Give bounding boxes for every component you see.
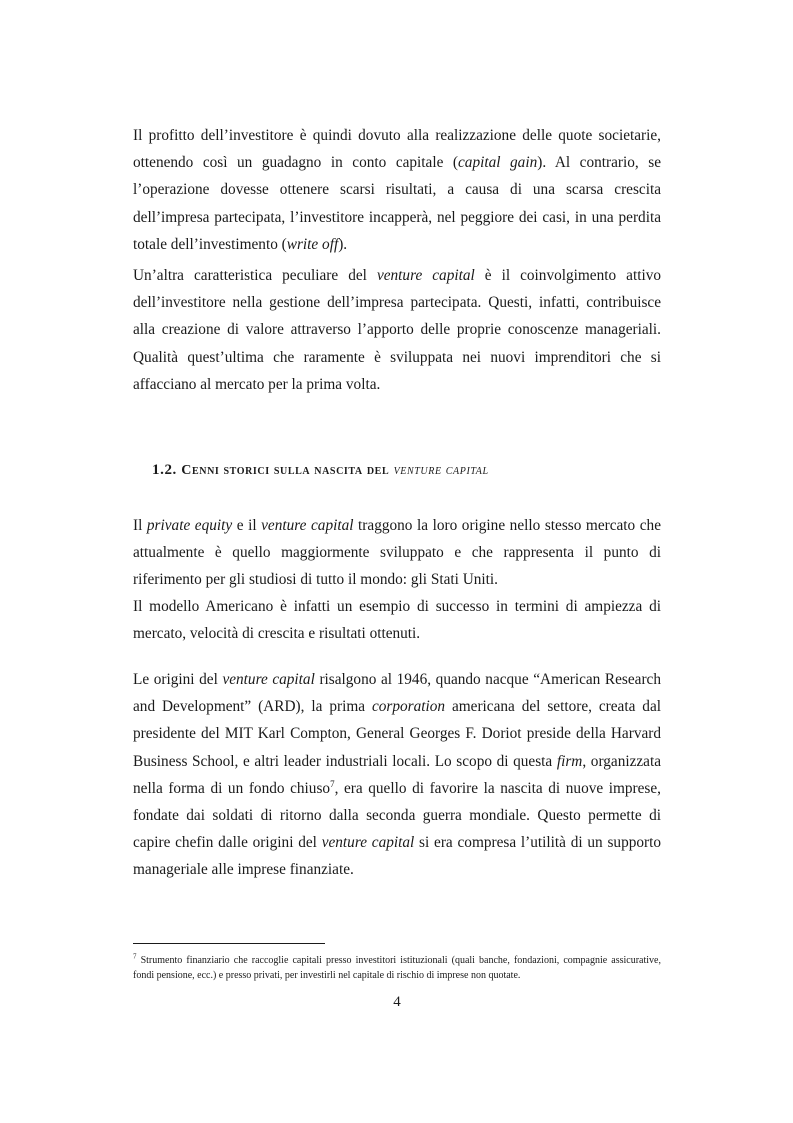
- section-title: Cenni storici sulla nascita del: [181, 463, 390, 478]
- italic-term: firm: [556, 752, 583, 770]
- text-run: Un’altra caratteristica peculiare del: [133, 267, 377, 284]
- text-run: americana del settore, creata dal presidente del MIT Karl Compton, General Georges F. Doriot preside della Harvard Business School, e altri leader industriali locali. Lo scopo di questa: [133, 698, 661, 770]
- italic-term: capital gain: [458, 154, 538, 172]
- italic-term: venture capital: [321, 834, 415, 852]
- text-run: , era quello di favorire la nascita di nuove imprese, fondate dai soldati di ritorno dalla seconda guerra mondiale. Questo permette di capire chefin dalle origini del: [133, 779, 661, 852]
- text-run: è il coinvolgimento attivo dell’investitore nella gestione dell’impresa partecipata. Questi, infatti, contribuisce alla creazione di valore attraverso l’apporto delle proprie conoscenze manageriali. Qualità quest’ultima che raramente è sviluppata nei nuovi imprenditori che si affacciano al mercato per la prima volta.: [133, 267, 661, 393]
- italic-term: corporation: [371, 698, 446, 716]
- text-run: traggono la loro origine nello stesso mercato che attualmente è quello maggiormente sviluppato e che rappresenta il punto di riferimento per gli studiosi di tutto il mondo: gli Stati Uniti.: [133, 517, 661, 589]
- section-heading: [152, 462, 489, 479]
- text-run: si era compresa l’utilità di un supporto manageriale alle imprese finanziate.: [133, 834, 662, 879]
- footnote-text: Strumento finanziario che raccoglie capitali presso investitori istituzionali (quali banche, fondazioni, compagnie assicurative, fondi pensione, ecc.) e presso privati, per investirli nel capitale di rischio di imprese non quotate.: [133, 955, 661, 981]
- paragraph-ard-history: [133, 666, 661, 884]
- text-run: ).: [338, 235, 348, 253]
- text-run: Il profitto dell’investitore è quindi dovuto alla realizzazione delle quote societarie, ottenendo così un guadagno in conto capitale (: [133, 127, 661, 172]
- footnote-number: 7: [133, 952, 137, 961]
- italic-term: venture capital: [376, 267, 475, 284]
- page-number: 4: [393, 994, 401, 1010]
- paragraph-origins: [133, 512, 661, 594]
- section-number: 1.2.: [152, 462, 177, 478]
- paragraph-active-involvement: [133, 262, 661, 398]
- text-run: Le origini del: [133, 671, 223, 688]
- text-run: ). Al contrario, se l’operazione dovesse ottenere scarsi risultati, a causa di una scarsa crescita dell’impresa partecipata, l’investitore incapperà, nel peggiore dei casi, in una perdita totale dell’investimento (: [133, 154, 661, 253]
- footnote-separator: [133, 943, 325, 944]
- paragraph-american-model: [133, 593, 661, 647]
- italic-term: write off: [286, 235, 339, 253]
- footnote-reference: 7: [330, 778, 335, 789]
- footnote: [133, 953, 661, 983]
- text-run: Il modello Americano è infatti un esempio di successo in termini di ampiezza di mercato, velocità di crescita e risultati ottenuti.: [133, 598, 661, 643]
- italic-term: private equity: [146, 517, 233, 534]
- section-title-italic: venture capital: [393, 463, 489, 478]
- text-run: Il: [133, 517, 147, 534]
- paragraph-capital-gain: [133, 122, 661, 258]
- text-run: , organizzata nella forma di un fondo chiuso: [133, 752, 662, 797]
- text-run: risalgono al 1946, quando nacque “American Research and Development” (ARD), la prima: [133, 671, 661, 716]
- italic-term: venture capital: [222, 671, 315, 688]
- text-run: e il: [232, 517, 262, 534]
- italic-term: venture capital: [261, 517, 354, 534]
